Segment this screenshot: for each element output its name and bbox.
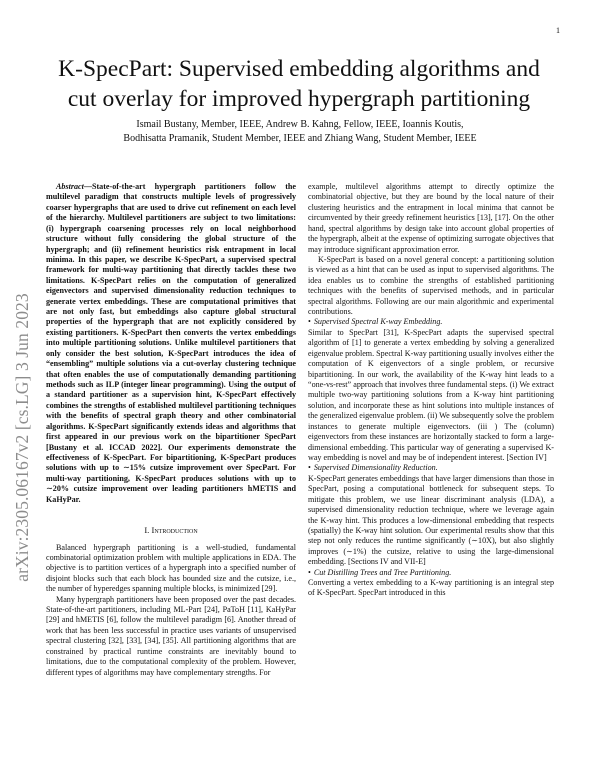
- arxiv-identifier-text: arXiv:2305.06167v2 [cs.LG] 3 Jun 2023: [11, 292, 32, 582]
- body-paragraph: Converting a vertex embedding to a K-way partitioning is an integral step of K-SpecPart. SpecPart introduced in this: [308, 578, 554, 598]
- body-paragraph: K-SpecPart is based on a novel general concept: a partitioning solution is viewed as a hint that can be used as input to supervised algorithms. The idea enables us to combine the strengths of established partitioning techniques with the benefits of supervised methods, and in particular spectral algorithms. Following are our main algorithmic and experimental contributions.: [308, 254, 554, 317]
- abstract-text: —State-of-the-art hypergraph partitioners follow the multilevel paradigm that constructs multiple levels of progressively coarser hypergraphs that are used to drive cut refinement on each level of the hierarchy. Multilevel partitioners are subject to two limitations: (i) hypergraph coarsening processes rely on local neighborhood structure without fully considering the global structure of the hypergraph; and (ii) refinement heuristics risk entrapment in local minima. In this paper, we describe K-SpecPart, a supervised spectral framework for multi-way partitioning that directly tackles these two limitations. K-SpecPart relies on the computation of generalized eigenvectors and supervised dimensionality reduction techniques to generate vertex embeddings. These are computational primitives that are not only fast, but embeddings also capture global structural properties of the hypergraph that are not explicitly considered by existing partitioners. K-SpecPart then converts the vertex embeddings into multiple partitioning solutions. Unlike multilevel partitioners that only consider the best solution, K-SpecPart introduces the idea of “ensembling” multiple solutions via a cut-overlay clustering technique that often enables the use of computationally demanding partitioning methods such as ILP (integer linear programming). Using the output of a standard partitioner as a supervision hint, K-SpecPart effectively combines the strengths of established multilevel partitioning techniques with the benefits of spectral graph theory and other combinatorial algorithms. K-SpecPart significantly extends ideas and algorithms that first appeared in our previous work on the bipartitioner SpecPart [Bustany et al. ICCAD 2022]. Our experiments demonstrate the effectiveness of K-SpecPart. For bipartitioning, K-SpecPart produces solutions with up to ∼15% cutsize improvement over SpecPart. For multi-way partitioning, K-SpecPart produces solutions with up to ∼20% cutsize improvement over leading partitioners hMETIS and KaHyPar.: [46, 182, 296, 504]
- body-paragraph: Balanced hypergraph partitioning is a well-studied, fundamental combinatorial optimization problem with multiple applications in EDA. The objective is to partition vertices of a hypergraph into a specified number of disjoint blocks such that each block has bounded size and the cutsize, i.e., the number of hyperedges spanning multiple blocks, is minimized [29].: [46, 542, 296, 594]
- page-number: 1: [556, 26, 560, 35]
- body-paragraph: example, multilevel algorithms attempt to directly optimize the combinatorial objective, but they are bound by the local nature of their clustering heuristics and the entrapment in local minima that cannot be circumvented by their greedy refinement heuristics [13], [17]. On the other hand, spectral algorithms by design take into account global properties of the hypergraph, albeit at the expense of optimizing surrogate objectives that may introduce significant approximation error.: [308, 182, 554, 254]
- contribution-heading-text: Supervised Spectral K-way Embedding.: [313, 317, 443, 327]
- body-paragraph: K-SpecPart generates embeddings that have larger dimensions than those in SpecPart, posing a computational bottleneck for subsequent steps. To mitigate this problem, we use linear discriminant analysis (LDA), a supervised dimensionality reduction technique, where we leverage again the K-way hint. This produces a low-dimensional embedding that respects (spatially) the K-way hint solution. Our experimental results show that this step not only reduces the runtime significantly (∼10X), but also slightly improves (∼1%) the cutsize, relative to using the large-dimensional embedding. [Sections IV and VII-E]: [308, 473, 554, 567]
- author-line: Bodhisatta Pramanik, Student Member, IEEE and Zhiang Wang, Student Member, IEEE: [123, 132, 477, 144]
- arxiv-identifier: [13, 252, 31, 622]
- contribution-heading: [308, 568, 554, 578]
- body-paragraph: Many hypergraph partitioners have been proposed over the past decades. State-of-the-art partitioners, including ML-Part [24], PaToH [11], KaHyPar [29] and hMETIS [6], follow the multilevel paradigm [6]. Another thread of work that has been less successful in practice uses variants of unsupervised spectral clustering [32], [33], [34], [35]. All partitioning algorithms that are constrained by practical runtime constraints are inevitably bound to limitations, due to the computational complexity of the problem. However, different types of algorithms may have complementary strengths. For: [46, 594, 296, 677]
- right-column: [308, 182, 554, 599]
- author-line: Ismail Bustany, Member, IEEE, Andrew B. Kahng, Fellow, IEEE, Ioannis Koutis,: [136, 119, 464, 130]
- bullet-icon: •: [308, 317, 311, 327]
- bullet-icon: •: [308, 463, 311, 473]
- contribution-heading: [308, 463, 554, 473]
- contribution-heading-text: Supervised Dimensionality Reduction.: [313, 463, 438, 473]
- paper-title: K-SpecPart: Supervised embedding algorithms and cut overlay for improved hypergraph partitioning: [58, 56, 540, 112]
- section-heading-introduction: I. Introduction: [144, 525, 198, 536]
- abstract-lead: Abstract: [56, 182, 84, 191]
- bullet-icon: •: [308, 567, 311, 577]
- contribution-heading: [308, 317, 554, 327]
- left-column: [46, 182, 296, 678]
- body-paragraph: Similar to SpecPart [31], K-SpecPart adapts the supervised spectral algorithm of [1] to generate a vertex embedding by solving a generalized eigenvalue problem. Spectral K-way partitioning usually involves either the computation of K eigenvectors of a single problem, or recursive bipartitioning. In our work, the availability of the K-way hint leads to a “one-vs-rest” approach that involves three fundamental steps. (i) We extract multiple two-way partitioning solutions from a K-way hint partitioning solution, and incorporate these as hint solutions into multiple instances of the generalized eigenvalue problem. (ii) We subsequently solve the problem instances to generate multiple eigenvectors. (iii ) The (column) eigenvectors from these instances are horizontally stacked to form a large-dimensional embedding. This particular way of generating a supervised K-way embedding is novel and may be of independent interest. [Section IV]: [308, 327, 554, 462]
- contribution-heading-text: Cut Distilling Trees and Tree Partitioning.: [313, 567, 452, 577]
- abstract: [46, 182, 296, 505]
- author-list: [60, 118, 540, 145]
